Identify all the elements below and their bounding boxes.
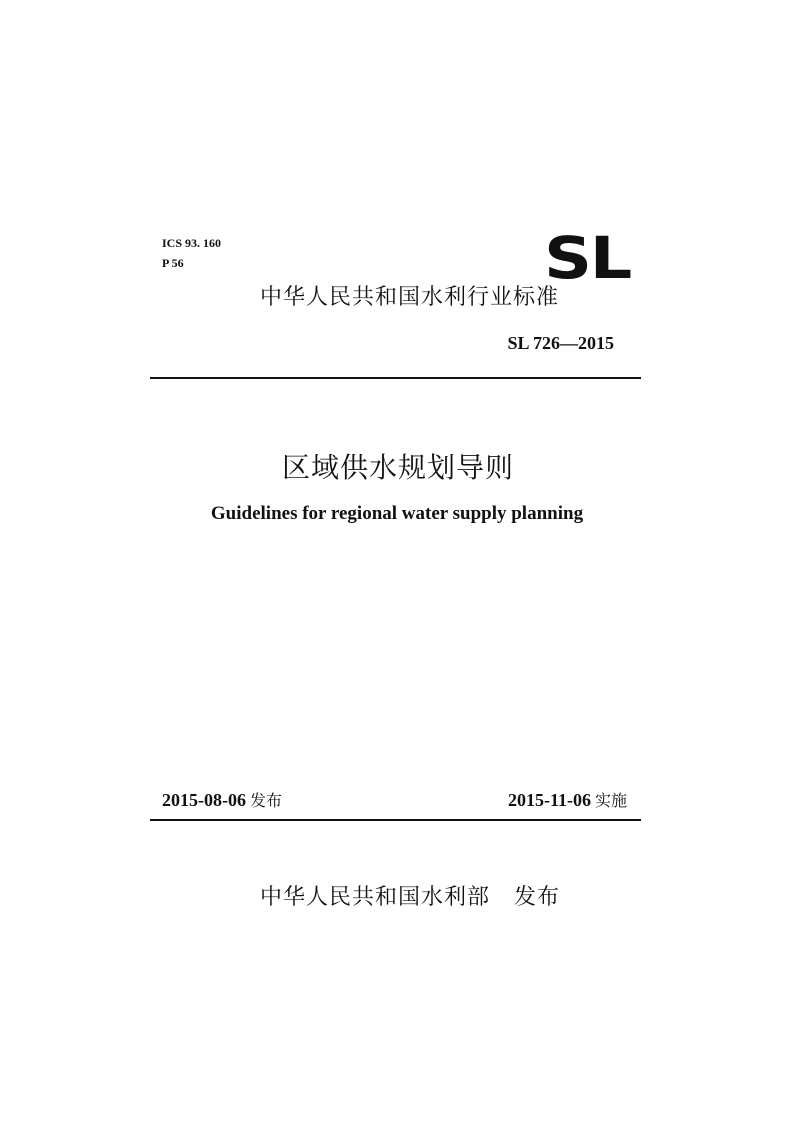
document-title-chinese: 区域供水规划导则 [281,451,514,484]
publisher-block [260,884,560,912]
document-title-english: Guidelines for regional water supply planning [210,503,584,524]
ccs-code: P 56 [162,256,184,270]
sl-logo: SL [544,224,630,292]
issue-date-block [162,788,282,813]
publish-label: 发布 [514,885,561,910]
implement-date: 2015-11-06 [507,790,591,810]
standard-category: 中华人民共和国水利行业标准 [260,285,560,310]
implement-date-block [508,788,627,813]
implement-label: 实施 [594,791,627,810]
ics-code: ICS 93. 160 [162,236,222,250]
issue-label: 发布 [250,791,283,810]
publisher-name: 中华人民共和国水利部 [260,885,491,910]
top-divider [150,377,641,379]
standard-number: SL 726—2015 [507,333,614,353]
bottom-divider [150,819,641,821]
issue-date: 2015-08-06 [162,790,246,810]
